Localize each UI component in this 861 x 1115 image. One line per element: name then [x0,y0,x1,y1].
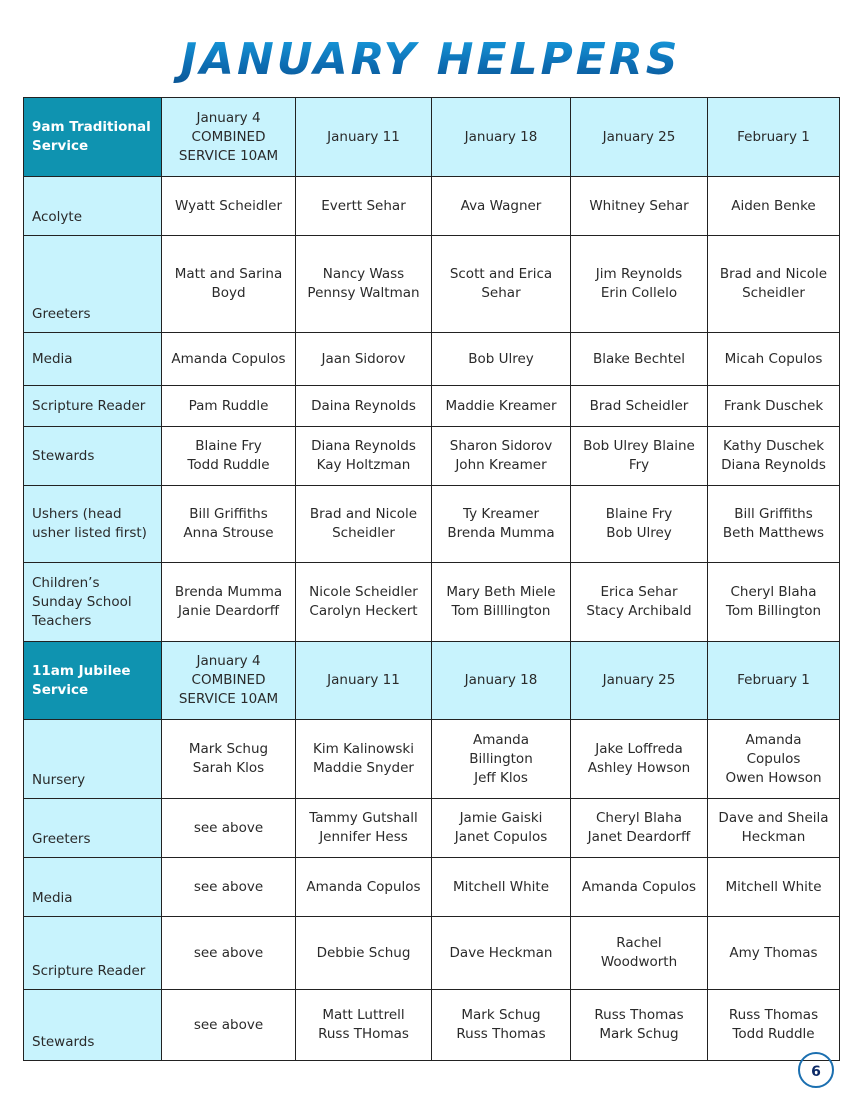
helper-cell: Amanda Billington Jeff Klos [432,720,571,799]
helpers-table [23,97,840,1061]
helper-cell: Micah Copulos [708,333,840,386]
helper-cell: Tammy Gutshall Jennifer Hess [296,799,432,858]
page-title: JANUARY HELPERS [0,30,861,90]
helper-cell: Nancy Wass Pennsy Waltman [296,236,432,333]
helper-cell: Brad and Nicole Scheidler [708,236,840,333]
service-name-cell: 11am Jubilee Service [24,642,162,720]
role-cell: Scripture Reader [24,917,162,990]
helper-cell: Brad Scheidler [571,386,708,427]
date-header-cell: January 4 COMBINED SERVICE 10AM [162,642,296,720]
helper-cell: Bill Griffiths Beth Matthews [708,486,840,563]
helper-cell: Nicole Scheidler Carolyn Heckert [296,563,432,642]
helper-cell: Amy Thomas [708,917,840,990]
helper-cell: Sharon Sidorov John Kreamer [432,427,571,486]
helper-cell: Dave Heckman [432,917,571,990]
table-row [24,386,840,427]
helper-cell: Amanda Copulos [162,333,296,386]
helper-cell: see above [162,858,296,917]
helper-cell: Mark Schug Sarah Klos [162,720,296,799]
helper-cell: Russ Thomas Todd Ruddle [708,990,840,1061]
table-row [24,990,840,1061]
helper-cell: Blaine Fry Bob Ulrey [571,486,708,563]
table-row [24,333,840,386]
helper-cell: Mitchell White [708,858,840,917]
table-row [24,917,840,990]
helper-cell: Rachel Woodworth [571,917,708,990]
role-cell: Greeters [24,799,162,858]
role-cell: Media [24,858,162,917]
table-row [24,563,840,642]
helper-cell: Wyatt Scheidler [162,177,296,236]
helper-cell: Brad and Nicole Scheidler [296,486,432,563]
table-row [24,720,840,799]
helper-cell: see above [162,799,296,858]
helper-cell: Whitney Sehar [571,177,708,236]
helper-cell: Russ Thomas Mark Schug [571,990,708,1061]
helper-cell: Amanda Copulos [571,858,708,917]
helper-cell: Dave and Sheila Heckman [708,799,840,858]
helper-cell: Maddie Kreamer [432,386,571,427]
role-cell: Stewards [24,427,162,486]
helper-cell: Bob Ulrey [432,333,571,386]
helper-cell: Daina Reynolds [296,386,432,427]
helper-cell: Cheryl Blaha Janet Deardorff [571,799,708,858]
helper-cell: Amanda Copulos [296,858,432,917]
helper-cell: Jamie Gaiski Janet Copulos [432,799,571,858]
helper-cell: Erica Sehar Stacy Archibald [571,563,708,642]
helper-cell: Kathy Duschek Diana Reynolds [708,427,840,486]
helper-cell: Kim Kalinowski Maddie Snyder [296,720,432,799]
section-header-row [24,642,840,720]
helper-cell: Evertt Sehar [296,177,432,236]
helper-cell: Scott and Erica Sehar [432,236,571,333]
date-header-cell: February 1 [708,98,840,177]
date-header-cell: February 1 [708,642,840,720]
table-row [24,177,840,236]
helper-cell: Pam Ruddle [162,386,296,427]
helper-cell: Ava Wagner [432,177,571,236]
helper-cell: Aiden Benke [708,177,840,236]
helper-cell: Brenda Mumma Janie Deardorff [162,563,296,642]
role-cell: Acolyte [24,177,162,236]
table-row [24,236,840,333]
role-cell: Children’s Sunday School Teachers [24,563,162,642]
helper-cell: Jim Reynolds Erin Collelo [571,236,708,333]
helper-cell: Ty Kreamer Brenda Mumma [432,486,571,563]
date-header-cell: January 11 [296,98,432,177]
role-cell: Greeters [24,236,162,333]
helper-cell: Mark Schug Russ Thomas [432,990,571,1061]
helper-cell: Mitchell White [432,858,571,917]
role-cell: Scripture Reader [24,386,162,427]
helper-cell: Jake Loffreda Ashley Howson [571,720,708,799]
table-row [24,858,840,917]
role-cell: Ushers (head usher listed first) [24,486,162,563]
page-number-badge: 6 [798,1052,834,1088]
role-cell: Media [24,333,162,386]
helper-cell: Matt Luttrell Russ THomas [296,990,432,1061]
date-header-cell: January 18 [432,98,571,177]
date-header-cell: January 11 [296,642,432,720]
role-cell: Stewards [24,990,162,1061]
helper-cell: Bob Ulrey Blaine Fry [571,427,708,486]
date-header-cell: January 4 COMBINED SERVICE 10AM [162,98,296,177]
helper-cell: Blake Bechtel [571,333,708,386]
table-row [24,427,840,486]
helper-cell: Mary Beth Miele Tom Billlington [432,563,571,642]
helper-cell: Matt and Sarina Boyd [162,236,296,333]
section-header-row [24,98,840,177]
helper-cell: Jaan Sidorov [296,333,432,386]
service-name-cell: 9am Traditional Service [24,98,162,177]
date-header-cell: January 25 [571,98,708,177]
helper-cell: Diana Reynolds Kay Holtzman [296,427,432,486]
helper-cell: see above [162,917,296,990]
date-header-cell: January 18 [432,642,571,720]
table-row [24,486,840,563]
helper-cell: see above [162,990,296,1061]
helper-cell: Cheryl Blaha Tom Billington [708,563,840,642]
helper-cell: Amanda Copulos Owen Howson [708,720,840,799]
helper-cell: Bill Griffiths Anna Strouse [162,486,296,563]
table-row [24,799,840,858]
date-header-cell: January 25 [571,642,708,720]
helper-cell: Frank Duschek [708,386,840,427]
role-cell: Nursery [24,720,162,799]
helper-cell: Blaine Fry Todd Ruddle [162,427,296,486]
helper-cell: Debbie Schug [296,917,432,990]
